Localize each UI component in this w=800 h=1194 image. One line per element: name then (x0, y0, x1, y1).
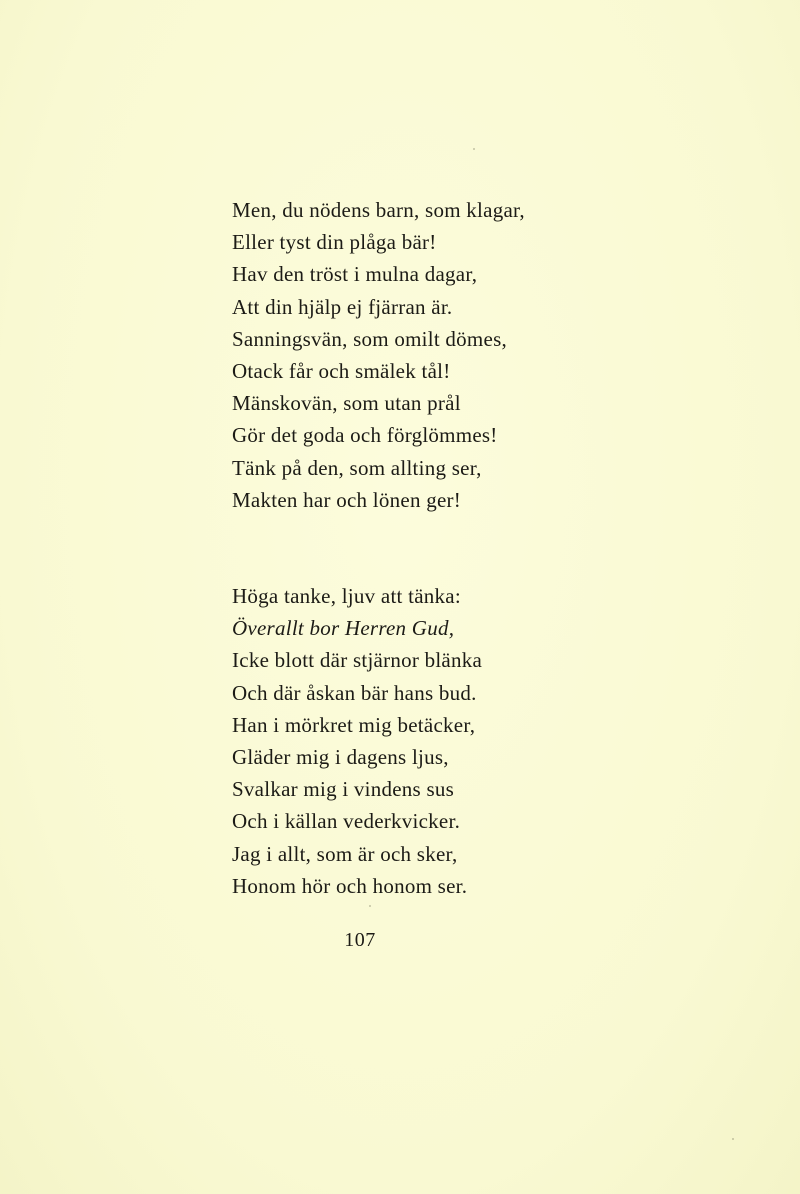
poem-line: Hav den tröst i mulna dagar, (232, 262, 478, 287)
poem-line-italic: Överallt bor Herren Gud, (232, 616, 455, 641)
page-number: 107 (344, 929, 376, 951)
poem-line: Gläder mig i dagens ljus, (232, 744, 449, 769)
poem-line: Tänk på den, som allting ser, (232, 455, 482, 480)
poem-line: Gör det goda och förglömmes! (232, 423, 498, 448)
poem-line: Men, du nödens barn, som klagar, (232, 198, 525, 222)
poem-line: Otack får och smälek tål! (232, 358, 451, 383)
stanza-2 (232, 580, 672, 902)
poem-line: Honom hör och honom ser. (232, 873, 468, 898)
poem-line: Icke blott där stjärnor blänka (232, 648, 483, 673)
paper-speck (732, 1138, 734, 1140)
paper-speck (473, 148, 475, 150)
paper-speck (369, 905, 371, 907)
poem-line: Och där åskan bär hans bud. (232, 680, 477, 705)
poem-line: Jag i allt, som är och sker, (232, 841, 458, 866)
poem-line: Mänskovän, som utan prål (232, 391, 461, 416)
poem-line: Höga tanke, ljuv att tänka: (232, 584, 461, 608)
poem-line: Sanningsvän, som omilt dömes, (232, 326, 507, 351)
poem-line: Svalkar mig i vindens sus (232, 777, 455, 802)
stanza-1 (232, 194, 672, 516)
poem-line: Och i källan vederkvicker. (232, 809, 461, 834)
poem-line: Att din hjälp ej fjärran är. (232, 294, 453, 319)
poem-line: Han i mörkret mig betäcker, (232, 712, 476, 737)
poem-line: Makten har och lönen ger! (232, 487, 461, 512)
poem-line: Eller tyst din plåga bär! (232, 230, 437, 255)
